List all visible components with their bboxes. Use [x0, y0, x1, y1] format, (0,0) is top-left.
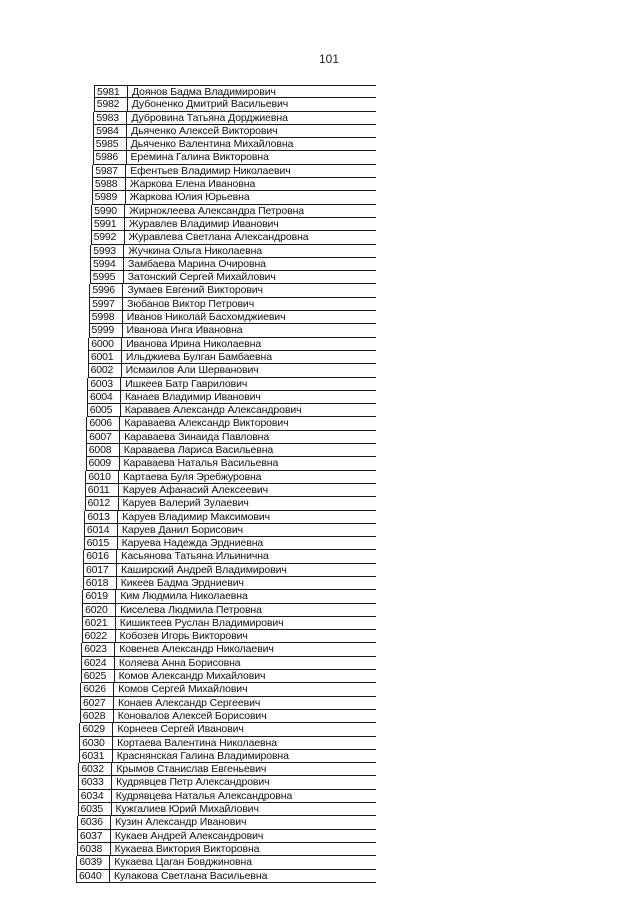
table-row [80, 683, 376, 696]
person-name: Дубоненко Дмитрий Васильевич [131, 98, 289, 111]
table-row [88, 351, 376, 364]
table-row [83, 577, 376, 590]
row-number: 6019 [82, 590, 116, 602]
row-number: 5990 [91, 205, 125, 217]
person-name: Каруева Надежда Эрдниевна [121, 537, 264, 550]
table-row [78, 803, 377, 816]
person-name: Замбаева Марина Очировна [128, 257, 266, 270]
person-name: Иванов Николай Басхомджиевич [126, 311, 286, 324]
row-number: 5995 [90, 271, 124, 283]
table-row [81, 657, 376, 670]
table-row [91, 205, 376, 218]
person-name: Краснянская Галина Владимировна [116, 749, 289, 762]
table-row [81, 670, 376, 683]
row-number: 6017 [83, 564, 117, 576]
row-number: 6028 [80, 710, 114, 722]
table-row [85, 471, 376, 484]
row-number: 5994 [90, 258, 124, 270]
table-row [80, 710, 376, 723]
person-name: Жаркова Юлия Юрьевна [129, 191, 250, 204]
table-row [85, 497, 377, 510]
row-number: 5981 [94, 86, 128, 97]
person-name: Ильджиева Булган Бамбаевна [125, 350, 272, 363]
person-name: Кудрявцева Наталья Александровна [115, 789, 293, 802]
person-name: Кукаева Виктория Викторовна [114, 842, 260, 855]
row-number: 5989 [92, 191, 126, 203]
table-row [92, 191, 376, 204]
row-number: 5993 [90, 245, 124, 257]
row-number: 6020 [82, 604, 116, 616]
person-name: Доянов Бадма Владимирович [132, 86, 276, 98]
row-number: 6037 [77, 830, 111, 842]
row-number: 6018 [83, 577, 117, 589]
table-row [76, 870, 376, 883]
row-number: 5986 [93, 151, 127, 163]
table-row [93, 125, 376, 138]
row-number: 6023 [81, 643, 115, 655]
row-number: 5984 [93, 125, 127, 137]
person-name: Кузин Александр Иванович [115, 816, 247, 829]
row-number: 6003 [87, 378, 121, 390]
table-row [86, 444, 376, 457]
table-row [86, 431, 376, 444]
person-name: Кукаев Андрей Александрович [114, 829, 264, 842]
table-row [82, 590, 376, 603]
table-row [89, 298, 376, 311]
person-name: Киселева Людмила Петровна [120, 603, 262, 616]
row-number: 5983 [93, 112, 127, 124]
person-name: Каруев Афанасий Алексеевич [122, 483, 269, 496]
table-row [91, 218, 376, 231]
table-row [77, 816, 376, 829]
person-name: Дубровина Татьяна Дорджиевна [131, 111, 288, 124]
table-row [88, 338, 376, 351]
person-name: Корнеев Сергей Иванович [117, 723, 244, 736]
row-number: 6021 [82, 617, 116, 629]
person-name: Касьянова Татьяна Ильинична [121, 550, 269, 563]
table-row [82, 617, 376, 630]
row-number: 5992 [91, 231, 125, 243]
table-row [85, 484, 376, 497]
row-number: 6014 [84, 524, 118, 536]
row-number: 6008 [86, 444, 120, 456]
person-name: Канаев Владимир Иванович [125, 390, 261, 403]
row-number: 6005 [87, 404, 121, 416]
person-name: Жучкина Ольга Николаевна [128, 244, 263, 257]
person-name: Каруев Данил Борисович [121, 523, 244, 536]
table-row [90, 258, 376, 271]
row-number: 6007 [86, 431, 120, 443]
table-row [86, 417, 376, 430]
row-number: 6000 [88, 338, 122, 350]
person-name: Караваева Наталья Васильевна [123, 457, 279, 470]
row-number: 5987 [92, 165, 126, 177]
row-number: 6035 [78, 803, 112, 815]
table-row [90, 245, 376, 258]
person-name: Караваева Лариса Васильевна [123, 444, 274, 457]
person-name: Кудрявцев Петр Александрович [116, 776, 270, 789]
table-row [82, 630, 377, 643]
person-name: Ишкеев Батр Гаврилович [125, 377, 248, 390]
table-row [81, 643, 376, 656]
row-number: 6025 [81, 670, 115, 682]
row-number: 6004 [87, 391, 121, 403]
row-number: 6030 [79, 737, 113, 749]
row-number: 6036 [77, 816, 111, 828]
person-name: Зумаев Евгений Викторович [127, 284, 263, 297]
row-number: 6029 [79, 723, 113, 735]
person-name: Комов Александр Михайлович [118, 670, 266, 683]
person-name: Зюбанов Виктор Петрович [127, 297, 255, 310]
table-row [79, 750, 376, 763]
table-row [87, 391, 376, 404]
table-row [79, 723, 376, 736]
table-row [87, 378, 376, 391]
person-name: Иванова Инга Ивановна [126, 324, 243, 337]
table-row [93, 151, 377, 164]
person-name: Еремина Галина Викторовна [130, 151, 269, 164]
person-name: Комов Сергей Михайлович [118, 683, 248, 696]
person-name: Затонский Сергей Михайлович [127, 271, 276, 284]
person-name: Дьяченко Валентина Михайловна [130, 138, 294, 151]
row-number: 6015 [84, 537, 118, 549]
person-name: Кобозев Игорь Викторович [119, 630, 248, 643]
person-name: Кишиктеев Руслан Владимирович [119, 616, 284, 629]
row-number: 5991 [91, 218, 125, 230]
person-name: Коляева Анна Борисовна [118, 656, 241, 669]
row-number: 6024 [81, 657, 115, 669]
row-number: 6031 [79, 750, 113, 762]
person-name: Жаркова Елена Ивановна [129, 178, 256, 191]
person-name: Жирноклеева Александра Петровна [129, 204, 305, 217]
person-name: Каруев Валерий Зулаевич [122, 497, 249, 510]
table-row [93, 112, 376, 125]
person-name: Конаев Александр Сергеевич [118, 696, 261, 709]
table-row [88, 364, 376, 377]
row-number: 6002 [88, 364, 122, 376]
table-row [82, 604, 376, 617]
person-name: Иванова Ирина Николаевна [126, 337, 262, 350]
table-row [89, 311, 376, 324]
table-row [90, 271, 376, 284]
row-number: 6039 [76, 856, 110, 868]
row-number: 5997 [89, 298, 123, 310]
table-row [87, 404, 376, 417]
row-number: 5988 [92, 178, 126, 190]
row-number: 5999 [89, 324, 123, 336]
row-number: 6026 [80, 683, 114, 695]
page-number: 101 [318, 52, 340, 66]
person-name: Кикеев Бадма Эрдниевич [120, 576, 244, 589]
table-row [93, 138, 376, 151]
person-name: Дьяченко Алексей Викторович [131, 124, 278, 137]
row-number: 5998 [89, 311, 123, 323]
table-row [86, 457, 377, 470]
table-row [76, 856, 376, 869]
row-number: 6011 [85, 484, 119, 496]
table-row [84, 524, 376, 537]
person-name: Журавлев Владимир Иванович [128, 217, 279, 230]
table-row [89, 284, 376, 297]
row-number: 6009 [86, 457, 120, 469]
row-number: 6022 [82, 630, 116, 642]
row-number: 6012 [85, 497, 119, 509]
row-number: 6010 [85, 471, 119, 483]
table-row [77, 843, 376, 856]
person-name: Картаева Буля Эребжуровна [123, 470, 262, 483]
table-row [78, 763, 376, 776]
person-name: Ефентьев Владимир Николаевич [130, 164, 291, 177]
person-name: Караваева Александр Викторович [124, 417, 289, 430]
table-row [94, 85, 376, 98]
roster-table [76, 85, 376, 883]
person-name: Крымов Станислав Евгеньевич [116, 763, 267, 776]
person-name: Каруев Владимир Максимович [122, 510, 271, 523]
person-name: Исмаилов Али Шерванович [125, 364, 259, 377]
person-name: Коновалов Алексей Борисович [117, 709, 267, 722]
row-number: 6034 [78, 790, 112, 802]
person-name: Кулакова Светлана Васильевна [114, 869, 268, 882]
table-row [92, 178, 376, 191]
person-name: Кукаева Цаган Бовджиновна [114, 856, 252, 869]
person-name: Журавлева Светлана Александровна [128, 231, 309, 244]
table-row [83, 550, 376, 563]
row-number: 5982 [94, 98, 128, 110]
table-row [78, 790, 376, 803]
row-number: 6013 [84, 511, 118, 523]
table-row [89, 324, 377, 337]
table-row [78, 776, 376, 789]
person-name: Ким Людмила Николаевна [120, 590, 248, 603]
table-row [80, 697, 376, 710]
row-number: 6033 [78, 776, 112, 788]
row-number: 6027 [80, 697, 114, 709]
row-number: 6038 [77, 843, 111, 855]
table-row [84, 511, 376, 524]
row-number: 5985 [93, 138, 127, 150]
table-row [79, 737, 376, 750]
row-number: 6040 [76, 870, 110, 882]
table-row [83, 564, 376, 577]
table-row [77, 830, 376, 843]
row-number: 6016 [83, 550, 117, 562]
row-number: 6032 [78, 763, 112, 775]
table-row [94, 98, 376, 111]
person-name: Кужгалиев Юрий Михайлович [115, 803, 259, 816]
person-name: Ковенев Александр Николаевич [119, 643, 274, 656]
table-row [91, 231, 376, 244]
person-name: Каширский Андрей Владимирович [121, 563, 287, 576]
row-number: 5996 [89, 284, 123, 296]
table-row [84, 537, 376, 550]
person-name: Караваев Александр Александрович [124, 404, 302, 417]
person-name: Кортаева Валентина Николаевна [117, 736, 277, 749]
table-row [92, 165, 376, 178]
row-number: 6006 [86, 417, 120, 429]
row-number: 6001 [88, 351, 122, 363]
person-name: Караваева Зинаида Павловна [124, 430, 270, 443]
